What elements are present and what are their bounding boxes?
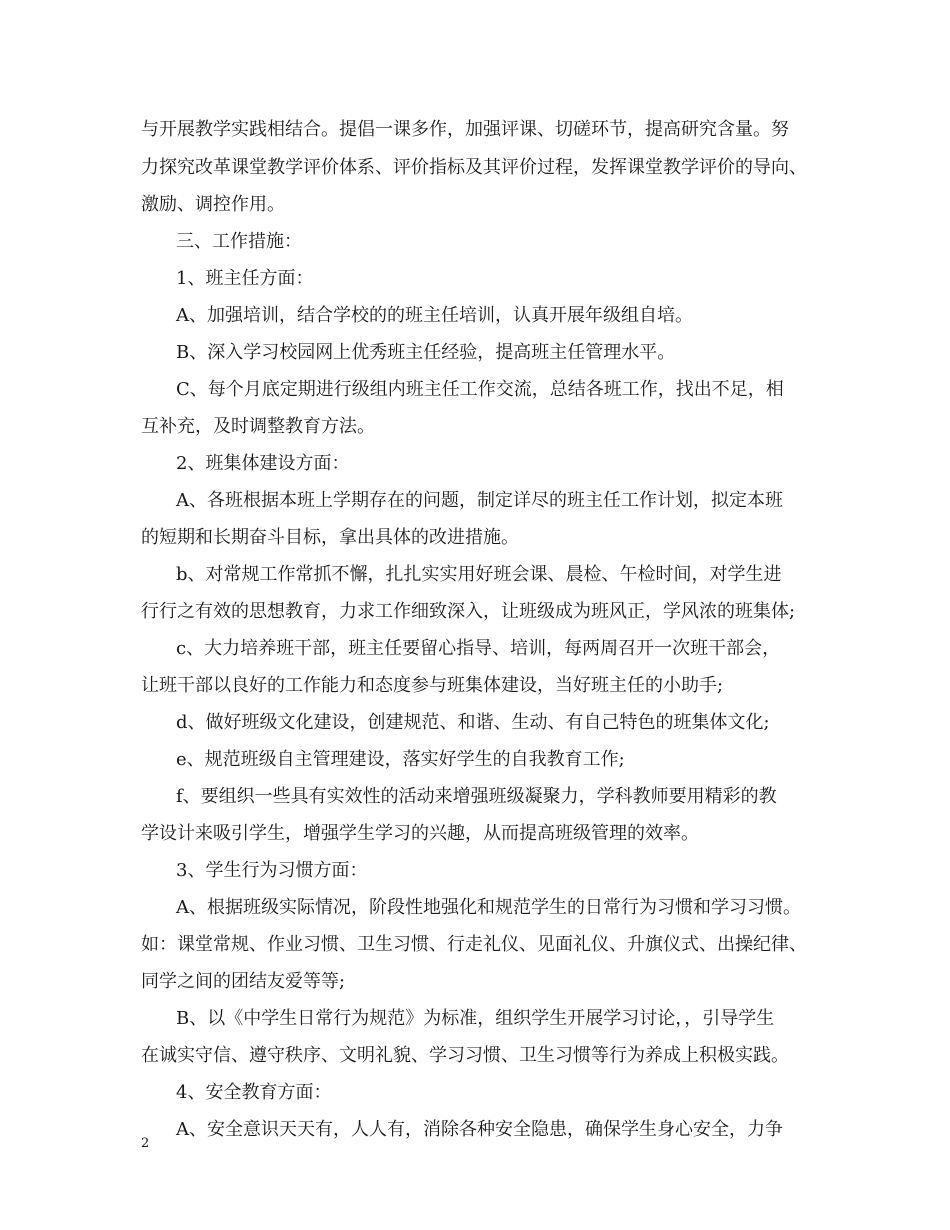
paragraph-line: 与开展教学实践相结合。提倡一课多作，加强评课、切磋环节，提高研究含量。努 — [141, 119, 789, 140]
paragraph-line: e、规范班级自主管理建设，落实好学生的自我教育工作; — [176, 749, 625, 770]
paragraph-line: d、做好班级文化建设，创建规范、和谐、生动、有自己特色的班集体文化; — [176, 712, 770, 733]
paragraph-line: 行行之有效的思想教育，力求工作细致深入，让班级成为班风正，学风浓的班集体; — [141, 601, 796, 622]
paragraph-line: A、各班根据本班上学期存在的问题，制定详尽的班主任工作计划，拟定本班 — [176, 490, 783, 511]
paragraph-line: 学设计来吸引学生，增强学生学习的兴趣，从而提高班级管理的效率。 — [141, 823, 699, 844]
subsection-heading: 3、学生行为习惯方面： — [176, 860, 368, 881]
paragraph-line: 在诚实守信、遵守秩序、文明礼貌、学习习惯、卫生习惯等行为养成上积极实践。 — [141, 1045, 789, 1066]
subsection-heading: 4、安全教育方面： — [176, 1082, 332, 1103]
subsection-heading: 1、班主任方面： — [176, 268, 314, 289]
paragraph-line: B、深入学习校园网上优秀班主任经验，提高班主任管理水平。 — [176, 342, 676, 363]
paragraph-line: C、每个月底定期进行级组内班主任工作交流，总结各班工作，找出不足，相 — [176, 379, 784, 400]
paragraph-line: 的短期和长期奋斗目标，拿出具体的改进措施。 — [141, 527, 519, 548]
paragraph-line: 同学之间的团结友爱等等; — [141, 971, 346, 992]
paragraph-line: A、加强培训，结合学校的的班主任培训，认真开展年级组自培。 — [176, 305, 693, 326]
paragraph-line: 让班干部以良好的工作能力和态度参与班集体建设，当好班主任的小助手; — [141, 675, 724, 696]
paragraph-line: 互补充，及时调整教育方法。 — [141, 416, 375, 437]
paragraph-line: 如：课堂常规、作业习惯、卫生习惯、行走礼仪、见面礼仪、升旗仪式、出操纪律、 — [141, 934, 807, 955]
paragraph-line: 力探究改革课堂教学评价体系、评价指标及其评价过程，发挥课堂教学评价的导向、 — [141, 157, 807, 178]
paragraph-line: f、要组织一些具有实效性的活动来增强班级凝聚力，学科教师要用精彩的教 — [176, 786, 777, 807]
paragraph-line: A、根据班级实际情况，阶段性地强化和规范学生的日常行为习惯和学习习惯。 — [176, 897, 801, 918]
paragraph-line: A、安全意识天天有，人人有，消除各种安全隐患，确保学生身心安全，力争 — [176, 1119, 783, 1140]
subsection-heading: 2、班集体建设方面： — [176, 453, 350, 474]
paragraph-line: c、大力培养班干部，班主任要留心指导、培训，每两周召开一次班干部会， — [176, 638, 781, 659]
paragraph-line: b、对常规工作常抓不懈，扎扎实实用好班会课、晨检、午检时间，对学生进 — [176, 564, 782, 585]
paragraph-line: 激励、调控作用。 — [141, 194, 285, 215]
page-number: 2 — [141, 1136, 150, 1151]
paragraph-line: B、以《中学生日常行为规范》为标准，组织学生开展学习讨论，，引导学生 — [176, 1008, 775, 1029]
section-heading: 三、工作措施： — [176, 231, 302, 252]
